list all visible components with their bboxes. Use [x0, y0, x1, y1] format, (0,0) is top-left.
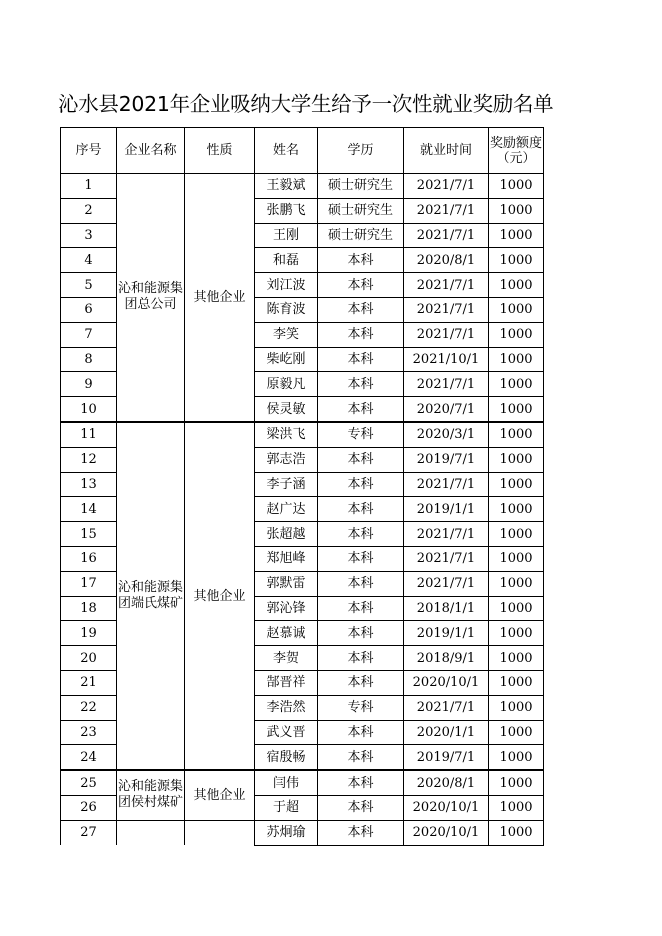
header-company: 企业名称 [117, 128, 185, 174]
cell-reward: 1000 [489, 770, 544, 795]
cell-education: 本科 [318, 621, 404, 646]
cell-education: 本科 [318, 770, 404, 795]
cell-education: 本科 [318, 397, 404, 422]
cell-seq: 9 [61, 372, 117, 397]
cell-name: 李贺 [255, 646, 318, 671]
cell-date: 2019/1/1 [404, 621, 489, 646]
cell-reward: 1000 [489, 497, 544, 522]
cell-name: 赵广达 [255, 497, 318, 522]
cell-education: 本科 [318, 447, 404, 472]
cell-seq: 27 [61, 820, 117, 845]
table-row [61, 770, 544, 795]
cell-seq: 2 [61, 198, 117, 223]
cell-reward: 1000 [489, 174, 544, 199]
cell-date: 2020/1/1 [404, 720, 489, 745]
document-title: 沁水县2021年企业吸纳大学生给予一次性就业奖励名单 [58, 92, 554, 116]
cell-seq: 20 [61, 646, 117, 671]
cell-name: 和磊 [255, 248, 318, 273]
cell-education: 本科 [318, 347, 404, 372]
cell-date: 2021/7/1 [404, 546, 489, 571]
cell-name: 陈育波 [255, 297, 318, 322]
cell-seq: 26 [61, 795, 117, 820]
cell-nature: 其他企业 [185, 770, 255, 820]
cell-education: 硕士研究生 [318, 223, 404, 248]
cell-education: 本科 [318, 795, 404, 820]
cell-name: 李子涵 [255, 472, 318, 497]
cell-name: 梁洪飞 [255, 422, 318, 447]
header-nature: 性质 [185, 128, 255, 174]
cell-name: 郜晋祥 [255, 670, 318, 695]
cell-nature: 其他企业 [185, 174, 255, 422]
cell-education: 本科 [318, 322, 404, 347]
cell-reward: 1000 [489, 248, 544, 273]
cell-reward: 1000 [489, 720, 544, 745]
cell-name: 王毅斌 [255, 174, 318, 199]
cell-reward: 1000 [489, 472, 544, 497]
cell-seq: 4 [61, 248, 117, 273]
cell-education: 专科 [318, 695, 404, 720]
cell-education: 硕士研究生 [318, 198, 404, 223]
cell-seq: 1 [61, 174, 117, 199]
cell-name: 原毅凡 [255, 372, 318, 397]
cell-name: 王刚 [255, 223, 318, 248]
cell-date: 2021/7/1 [404, 174, 489, 199]
cell-education: 本科 [318, 372, 404, 397]
cell-reward: 1000 [489, 347, 544, 372]
cell-name: 赵慕诚 [255, 621, 318, 646]
cell-name: 武义晋 [255, 720, 318, 745]
cell-reward: 1000 [489, 596, 544, 621]
header-reward-label: 奖励额度（元） [489, 135, 542, 166]
cell-seq: 21 [61, 670, 117, 695]
cell-education: 本科 [318, 571, 404, 596]
cell-reward: 1000 [489, 422, 544, 447]
cell-education: 本科 [318, 745, 404, 770]
cell-reward: 1000 [489, 621, 544, 646]
header-employment-date: 就业时间 [404, 128, 489, 174]
cell-education: 本科 [318, 497, 404, 522]
cell-education: 本科 [318, 297, 404, 322]
cell-reward: 1000 [489, 372, 544, 397]
cell-date: 2021/7/1 [404, 273, 489, 298]
cell-date: 2021/7/1 [404, 571, 489, 596]
header-education: 学历 [318, 128, 404, 174]
cell-nature: 其他企业 [185, 422, 255, 770]
cell-seq: 10 [61, 397, 117, 422]
cell-seq: 3 [61, 223, 117, 248]
cell-reward: 1000 [489, 297, 544, 322]
cell-seq: 24 [61, 745, 117, 770]
cell-date: 2020/8/1 [404, 770, 489, 795]
cell-date: 2020/10/1 [404, 820, 489, 845]
cell-seq: 15 [61, 522, 117, 547]
cell-name: 张超越 [255, 522, 318, 547]
cell-date: 2021/7/1 [404, 322, 489, 347]
header-seq: 序号 [61, 128, 117, 174]
cell-company: 沁和能源集团总公司 [117, 174, 185, 422]
cell-education: 本科 [318, 596, 404, 621]
cell-seq: 11 [61, 422, 117, 447]
cell-seq: 8 [61, 347, 117, 372]
cell-reward: 1000 [489, 546, 544, 571]
cell-name: 郭志浩 [255, 447, 318, 472]
cell-name: 郑旭峰 [255, 546, 318, 571]
cell-reward: 1000 [489, 670, 544, 695]
header-reward [489, 128, 544, 174]
cell-date: 2020/3/1 [404, 422, 489, 447]
cell-seq: 18 [61, 596, 117, 621]
cell-education: 硕士研究生 [318, 174, 404, 199]
cell-name: 张鹏飞 [255, 198, 318, 223]
cell-education: 本科 [318, 670, 404, 695]
cell-education: 本科 [318, 472, 404, 497]
cell-date: 2021/7/1 [404, 372, 489, 397]
cell-seq: 14 [61, 497, 117, 522]
cell-seq: 12 [61, 447, 117, 472]
cell-reward: 1000 [489, 198, 544, 223]
cell-date: 2021/7/1 [404, 472, 489, 497]
cell-date: 2020/7/1 [404, 397, 489, 422]
cell-date: 2021/7/1 [404, 522, 489, 547]
cell-date: 2020/8/1 [404, 248, 489, 273]
cell-seq: 25 [61, 770, 117, 795]
cell-seq: 13 [61, 472, 117, 497]
cell-seq: 19 [61, 621, 117, 646]
cell-company [117, 820, 185, 845]
cell-reward: 1000 [489, 745, 544, 770]
cell-date: 2018/9/1 [404, 646, 489, 671]
cell-date: 2021/10/1 [404, 347, 489, 372]
cell-date: 2020/10/1 [404, 795, 489, 820]
cell-company: 沁和能源集团侯村煤矿 [117, 770, 185, 820]
cell-seq: 6 [61, 297, 117, 322]
cell-reward: 1000 [489, 820, 544, 845]
cell-date: 2021/7/1 [404, 223, 489, 248]
cell-date: 2018/1/1 [404, 596, 489, 621]
cell-education: 本科 [318, 522, 404, 547]
cell-reward: 1000 [489, 447, 544, 472]
reward-table [60, 127, 544, 846]
cell-name: 郭默雷 [255, 571, 318, 596]
table-row [61, 174, 544, 199]
cell-reward: 1000 [489, 273, 544, 298]
cell-name: 郭沁锋 [255, 596, 318, 621]
cell-reward: 1000 [489, 397, 544, 422]
cell-reward: 1000 [489, 522, 544, 547]
cell-reward: 1000 [489, 571, 544, 596]
cell-name: 李浩然 [255, 695, 318, 720]
cell-education: 本科 [318, 820, 404, 845]
cell-education: 本科 [318, 646, 404, 671]
cell-name: 闫伟 [255, 770, 318, 795]
header-name: 姓名 [255, 128, 318, 174]
cell-reward: 1000 [489, 646, 544, 671]
cell-name: 宿殷畅 [255, 745, 318, 770]
table-row [61, 820, 544, 845]
cell-date: 2021/7/1 [404, 695, 489, 720]
cell-reward: 1000 [489, 695, 544, 720]
cell-name: 侯灵敏 [255, 397, 318, 422]
cell-education: 本科 [318, 273, 404, 298]
cell-date: 2021/7/1 [404, 198, 489, 223]
cell-name: 苏炯瑜 [255, 820, 318, 845]
cell-seq: 5 [61, 273, 117, 298]
cell-seq: 16 [61, 546, 117, 571]
cell-date: 2019/7/1 [404, 745, 489, 770]
header-row [61, 128, 544, 174]
table-row [61, 422, 544, 447]
cell-reward: 1000 [489, 322, 544, 347]
cell-seq: 7 [61, 322, 117, 347]
cell-education: 专科 [318, 422, 404, 447]
cell-date: 2019/7/1 [404, 447, 489, 472]
cell-education: 本科 [318, 720, 404, 745]
cell-seq: 22 [61, 695, 117, 720]
cell-education: 本科 [318, 248, 404, 273]
cell-reward: 1000 [489, 223, 544, 248]
cell-date: 2020/10/1 [404, 670, 489, 695]
cell-seq: 17 [61, 571, 117, 596]
cell-name: 刘江波 [255, 273, 318, 298]
cell-nature [185, 820, 255, 845]
cell-seq: 23 [61, 720, 117, 745]
cell-name: 柴屹刚 [255, 347, 318, 372]
cell-date: 2019/1/1 [404, 497, 489, 522]
cell-name: 于超 [255, 795, 318, 820]
cell-date: 2021/7/1 [404, 297, 489, 322]
cell-education: 本科 [318, 546, 404, 571]
cell-company: 沁和能源集团端氏煤矿 [117, 422, 185, 770]
cell-reward: 1000 [489, 795, 544, 820]
cell-name: 李笑 [255, 322, 318, 347]
